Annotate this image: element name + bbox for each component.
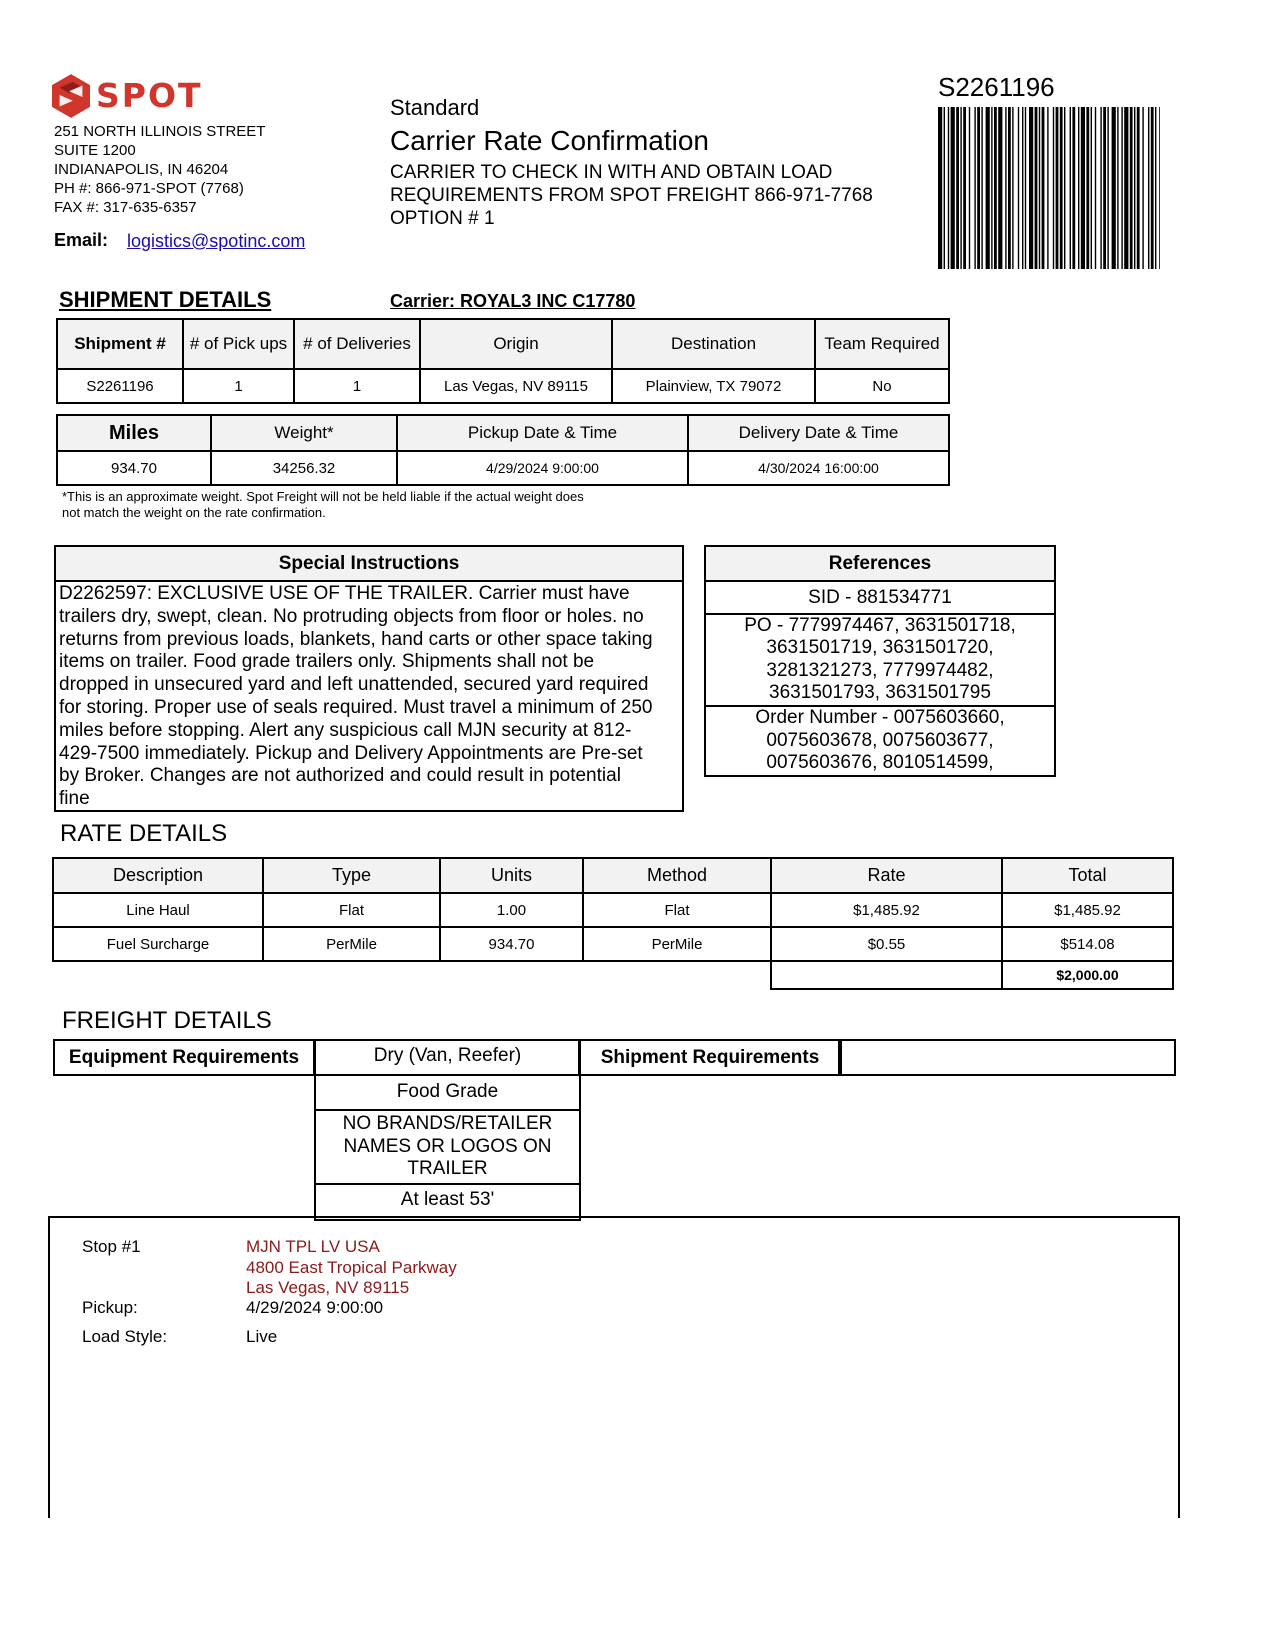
- table-cell: Flat: [583, 893, 771, 927]
- stop-box: [48, 1216, 1180, 1518]
- equipment-item-line: TRAILER: [407, 1158, 488, 1180]
- stop-city: Las Vegas, NV 89115: [246, 1278, 410, 1297]
- table-cell: Flat: [263, 893, 440, 927]
- table-cell: 1.00: [440, 893, 583, 927]
- column-header: # of Pick ups: [183, 319, 294, 369]
- table-cell: $0.55: [771, 927, 1002, 961]
- column-header: Type: [263, 858, 440, 893]
- column-header: Method: [583, 858, 771, 893]
- load-style-label: Load Style:: [82, 1327, 168, 1346]
- table-row: [53, 927, 1173, 961]
- column-header: Units: [440, 858, 583, 893]
- instruction-line: dropped in unsecured yard and left unattended, secured yard required: [59, 674, 649, 696]
- table-header-row: [53, 858, 1173, 893]
- instruction-line: 429-7500 immediately. Pickup and Delivery Appointments are Pre-set: [59, 742, 643, 764]
- table-row: [57, 369, 949, 403]
- check-in-line: OPTION # 1: [390, 208, 495, 229]
- reference-line: 3631501793, 3631501795: [769, 682, 991, 704]
- equipment-item-line: NAMES OR LOGOS ON: [343, 1135, 552, 1157]
- pickup-label: Pickup:: [82, 1298, 138, 1317]
- stop-label: Stop #1: [82, 1237, 141, 1256]
- disclaimer-line: *This is an approximate weight. Spot Freight will not be held liable if the actual weight does: [62, 489, 584, 504]
- table-cell: 1: [183, 369, 294, 403]
- stop-street: 4800 East Tropical Parkway: [246, 1257, 457, 1277]
- column-header: Origin: [420, 319, 612, 369]
- reference-sid: SID - 881534771: [706, 582, 1054, 615]
- instruction-line: returns from previous loads, blankets, hand carts or other space taking: [59, 628, 653, 650]
- reference-line: 3631501719, 3631501720,: [766, 637, 994, 659]
- table-cell: 34256.32: [211, 451, 397, 485]
- barcode-icon: [938, 107, 1160, 269]
- equipment-item-line: NO BRANDS/RETAILER: [342, 1113, 553, 1135]
- column-header: Miles: [57, 415, 211, 451]
- stop-name: MJN TPL LV USA: [246, 1237, 380, 1256]
- shipment-requirements-value: [838, 1039, 1176, 1076]
- instruction-line: miles before stopping. Alert any suspicious call MJN security at 812-: [59, 719, 632, 741]
- reference-line: 0075603676, 8010514599,: [766, 752, 994, 774]
- reference-line: 3281321273, 7779974482,: [766, 659, 994, 681]
- document-title: Carrier Rate Confirmation: [390, 125, 709, 156]
- shipment-schedule-table: [56, 414, 950, 486]
- pickup-value: 4/29/2024 9:00:00: [246, 1298, 384, 1317]
- table-cell: PerMile: [263, 927, 440, 961]
- equipment-item: Dry (Van, Reefer): [316, 1041, 579, 1076]
- column-header: Description: [53, 858, 263, 893]
- table-cell: 934.70: [440, 927, 583, 961]
- instruction-line: by Broker. Changes are not authorized and could result in potential: [59, 765, 621, 787]
- column-header: Shipment #: [57, 319, 183, 369]
- reference-line: Order Number - 0075603660,: [755, 706, 1005, 728]
- address-line: FAX #: 317-635-6357: [54, 199, 197, 216]
- table-cell: Fuel Surcharge: [53, 927, 263, 961]
- check-in-line: CARRIER TO CHECK IN WITH AND OBTAIN LOAD: [390, 162, 833, 183]
- address-line: 251 NORTH ILLINOIS STREET: [54, 123, 266, 140]
- address-line: PH #: 866-971-SPOT (7768): [54, 180, 244, 197]
- column-header: Team Required: [815, 319, 949, 369]
- equipment-requirements-list: [314, 1039, 581, 1221]
- shipment-table: [56, 318, 950, 404]
- table-header-row: [57, 415, 949, 451]
- column-header: # of Deliveries: [294, 319, 420, 369]
- load-style-value: Live: [246, 1327, 278, 1346]
- reference-line: PO - 7779974467, 3631501718,: [744, 614, 1016, 636]
- spacer-cell: [53, 961, 771, 989]
- grand-total: $2,000.00: [1002, 961, 1173, 989]
- equipment-item: [316, 1111, 579, 1185]
- special-instructions-title: Special Instructions: [56, 547, 682, 582]
- instruction-line: fine: [59, 788, 90, 810]
- special-instructions-box: [54, 545, 684, 812]
- table-cell: $1,485.92: [1002, 893, 1173, 927]
- shipment-details-title: SHIPMENT DETAILS: [59, 287, 272, 312]
- reference-po: [706, 615, 1054, 707]
- company-address: [54, 122, 265, 217]
- check-in-line: REQUIREMENTS FROM SPOT FREIGHT 866-971-7768: [390, 185, 873, 206]
- reference-line: 0075603678, 0075603677,: [766, 729, 994, 751]
- document-type: Standard: [390, 95, 480, 120]
- instruction-line: trailers dry, swept, clean. No protruding objects from floor or holes. no: [59, 605, 644, 627]
- table-cell: $514.08: [1002, 927, 1173, 961]
- column-header: Weight*: [211, 415, 397, 451]
- equipment-requirements-label: Equipment Requirements: [53, 1039, 315, 1076]
- disclaimer-line: not match the weight on the rate confirmation.: [62, 505, 326, 520]
- total-label-cell: [771, 961, 1002, 989]
- rate-table: [52, 857, 1174, 990]
- equipment-item: At least 53': [400, 1188, 495, 1210]
- address-line: INDIANAPOLIS, IN 46204: [54, 161, 229, 178]
- email-label: Email:: [54, 230, 109, 250]
- spot-logo-icon: [52, 74, 90, 118]
- column-header: Destination: [612, 319, 815, 369]
- shipment-id-header: S2261196: [938, 72, 1055, 102]
- reference-order: [706, 707, 1054, 775]
- column-header: Delivery Date & Time: [688, 415, 949, 451]
- column-header: Rate: [771, 858, 1002, 893]
- references-title: References: [706, 547, 1054, 582]
- special-instructions-body: [56, 582, 682, 810]
- table-row: [57, 451, 949, 485]
- logo-wordmark: SPOT: [96, 76, 203, 115]
- check-in-instructions: [390, 161, 930, 230]
- total-row: [53, 961, 1173, 989]
- table-cell: S2261196: [57, 369, 183, 403]
- instruction-line: items on trailer. Food grade trailers only. Shipments shall not be: [59, 651, 595, 673]
- table-cell: 934.70: [57, 451, 211, 485]
- stop-address: [246, 1237, 457, 1299]
- rate-details-title: RATE DETAILS: [60, 820, 228, 847]
- table-cell: 1: [294, 369, 420, 403]
- email-link[interactable]: logistics@spotinc.com: [127, 231, 306, 251]
- table-cell: 4/30/2024 16:00:00: [688, 451, 949, 485]
- table-cell: PerMile: [583, 927, 771, 961]
- column-header: Pickup Date & Time: [397, 415, 688, 451]
- column-header: Total: [1002, 858, 1173, 893]
- table-header-row: [57, 319, 949, 369]
- equipment-item: Food Grade: [316, 1076, 579, 1112]
- address-line: SUITE 1200: [54, 142, 136, 159]
- instruction-line: for storing. Proper use of seals required. Must travel a minimum of 250: [59, 696, 653, 718]
- instruction-line: D2262597: EXCLUSIVE USE OF THE TRAILER. Carrier must have: [59, 583, 630, 604]
- shipment-requirements-label: Shipment Requirements: [578, 1039, 842, 1076]
- carrier-name: Carrier: ROYAL3 INC C17780: [390, 291, 636, 311]
- table-cell: 4/29/2024 9:00:00: [397, 451, 688, 485]
- table-cell: $1,485.92: [771, 893, 1002, 927]
- table-cell: Line Haul: [53, 893, 263, 927]
- table-cell: Las Vegas, NV 89115: [420, 369, 612, 403]
- freight-details-title: FREIGHT DETAILS: [62, 1007, 272, 1034]
- table-row: [53, 893, 1173, 927]
- table-cell: No: [815, 369, 949, 403]
- weight-disclaimer: [62, 489, 642, 521]
- references-box: [704, 545, 1056, 777]
- table-cell: Plainview, TX 79072: [612, 369, 815, 403]
